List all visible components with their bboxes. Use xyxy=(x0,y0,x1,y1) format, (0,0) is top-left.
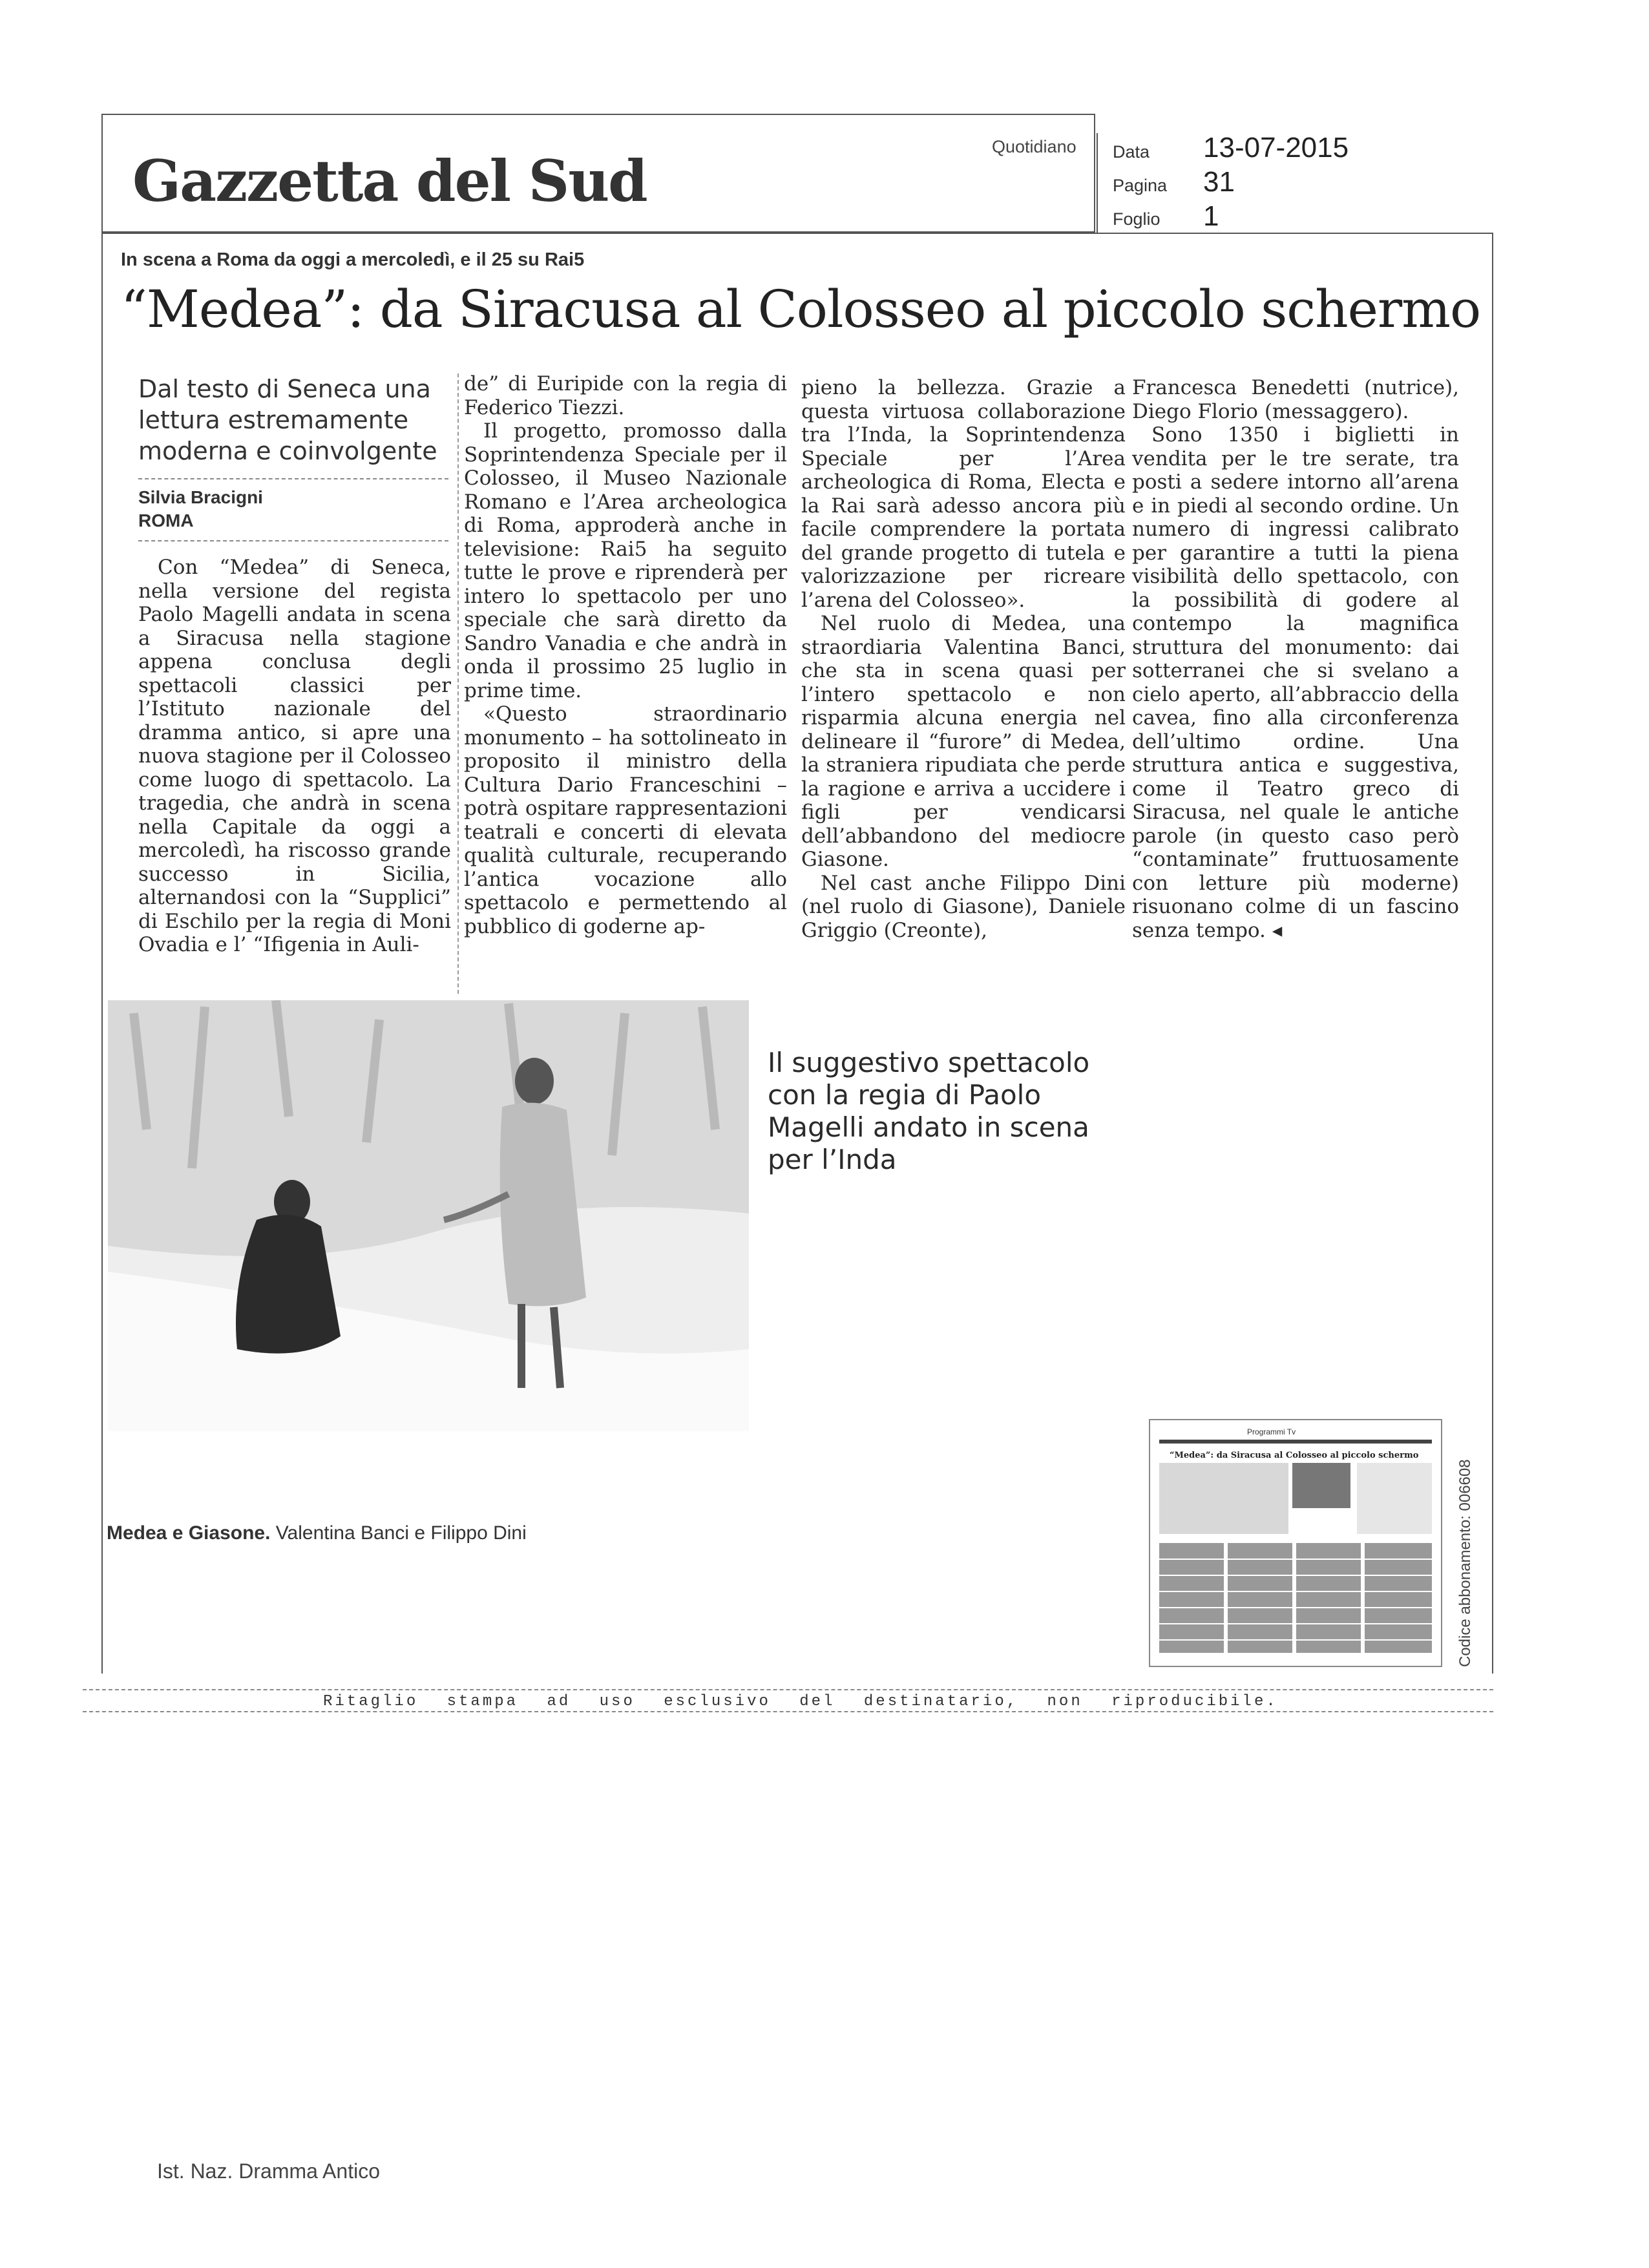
author-name: Silvia Bracigni xyxy=(138,487,263,507)
column-divider xyxy=(457,373,459,994)
photo-image xyxy=(108,1000,749,1431)
photo-caption xyxy=(107,1522,527,1544)
divider xyxy=(138,478,448,479)
article-photo xyxy=(108,1000,749,1431)
article-column-3 xyxy=(801,376,1126,942)
paragraph: Nel ruolo di Medea, una straordiaria Valentina Banci, che sta in scena quasi per l’intero spettacolo e non risparmia alcuna energia nel delineare il “furore” di Medea, la straniera ripudiata che perde la ragione e arriva a uccidere i figli per vendicarsi dell’abbandono del mediocre Giasone. xyxy=(801,612,1126,871)
thumbnail-headline: “Medea”: da Siracusa al Colosseo al piccolo schermo xyxy=(1170,1451,1419,1460)
footer-notice: Ritaglio stampa ad uso esclusivo del destinatario, non riproducibile. xyxy=(323,1693,1278,1710)
byline xyxy=(138,486,263,532)
paragraph: «Questo straordinario monumento – ha sottolineato in proposito il ministro della Cultura Dario Franceschini – potrà ospitare rappresentazioni teatrali e concerti di elevata qualità culturale, recuperando l’antica vocazione allo spettacolo e permettendo al pubblico di goderne ap- xyxy=(464,702,787,938)
page-value: 31 xyxy=(1203,166,1235,198)
subscription-code: Codice abbonamento: 006608 xyxy=(1456,1459,1474,1667)
publication-type: Quotidiano xyxy=(992,137,1077,156)
archive-note: Ist. Naz. Dramma Antico xyxy=(157,2159,380,2183)
article-column-4 xyxy=(1132,376,1459,942)
paragraph: de” di Euripide con la regia di Federico Tiezzi. xyxy=(464,372,787,419)
paragraph: Francesca Benedetti (nutrice), Diego Florio (messaggero). xyxy=(1132,376,1459,423)
page-label: Pagina xyxy=(1113,176,1168,195)
pull-quote: Il suggestivo spettacolo con la regia di Paolo Magelli andato in scena per l’Inda xyxy=(768,1047,1090,1175)
masthead: Gazzetta del Sud xyxy=(132,147,647,215)
caption-title: Medea e Giasone. xyxy=(107,1522,271,1544)
kicker: In scena a Roma da oggi a mercoledì, e il 25 su Rai5 xyxy=(121,249,585,270)
divider xyxy=(138,540,448,541)
date-value: 13-07-2015 xyxy=(1203,132,1349,163)
date-label: Data xyxy=(1113,142,1150,162)
sheet-label: Foglio xyxy=(1113,209,1161,229)
paragraph: Nel cast anche Filippo Dini (nel ruolo di Giasone), Daniele Griggio (Creonte), xyxy=(801,871,1126,942)
caption-text: Valentina Banci e Filippo Dini xyxy=(270,1522,527,1544)
thumbnail-page-image xyxy=(1150,1420,1441,1666)
paragraph: pieno la bellezza. Grazie a questa virtuosa collaborazione tra l’Inda, la Soprintendenza Speciale per l’Area archeologica di Roma, Electa e la Rai sarà adesso ancora più facile comprendere la portata del grande progetto di tutela e valorizzazione per ricreare l’arena del Colosseo». xyxy=(801,376,1126,612)
page-thumbnail xyxy=(1149,1419,1442,1667)
paragraph: Il progetto, promosso dalla Soprintendenza Speciale per il Colosseo, il Museo Nazionale Romano e l’Area archeologica di Roma, approderà anche in televisione: Rai5 ha seguito tutte le prove e riprenderà per intero lo spettacolo per uno speciale che sarà diretto da Sandro Vanadia e che andrà in onda il prossimo 25 luglio in prime time. xyxy=(464,419,787,702)
sheet-value: 1 xyxy=(1203,200,1219,232)
author-location: ROMA xyxy=(138,510,194,530)
article-column-1 xyxy=(138,556,451,957)
article-column-2 xyxy=(464,372,787,938)
headline: “Medea”: da Siracusa al Colosseo al piccolo schermo xyxy=(121,279,1481,339)
paragraph: Sono 1350 i biglietti in vendita per le tre serate, tra posti a sedere intorno all’arena e in piedi al secondo ordine. Un numero di ingressi calibrato per garantire a tutti la piena visibilità dello spettacolo, con la possibilità di godere al contempo la magnifica struttura del monumento: dai sotterranei che si svelano a cielo aperto, all’abbraccio della cavea, fino alla circonferenza dell’ultimo ordine. Una struttura antica e suggestiva, come il Teatro greco di Siracusa, nel quale le antiche parole (in questo caso però “contaminate” fruttuosamente con letture più moderne) risuonano colme di un fascino senza tempo. ◂ xyxy=(1132,423,1459,942)
subheadline: Dal testo di Seneca una lettura estremamente moderna e coinvolgente xyxy=(138,375,437,465)
thumbnail-section: Programmi Tv xyxy=(1247,1427,1296,1436)
paragraph: Con “Medea” di Seneca, nella versione del regista Paolo Magelli andata in scena a Siracusa nella stagione appena conclusa degli spettacoli classici per l’Istituto nazionale del dramma antico, si apre una nuova stagione per il Colosseo come luogo di spettacolo. La tragedia, che andrà in scena nella Capitale da oggi a mercoledì, ha riscosso grande successo in Sicilia, alternandosi con la “Supplici” di Eschilo per la regia di Moni Ovadia e l’ “Ifigenia in Auli- xyxy=(138,556,451,956)
